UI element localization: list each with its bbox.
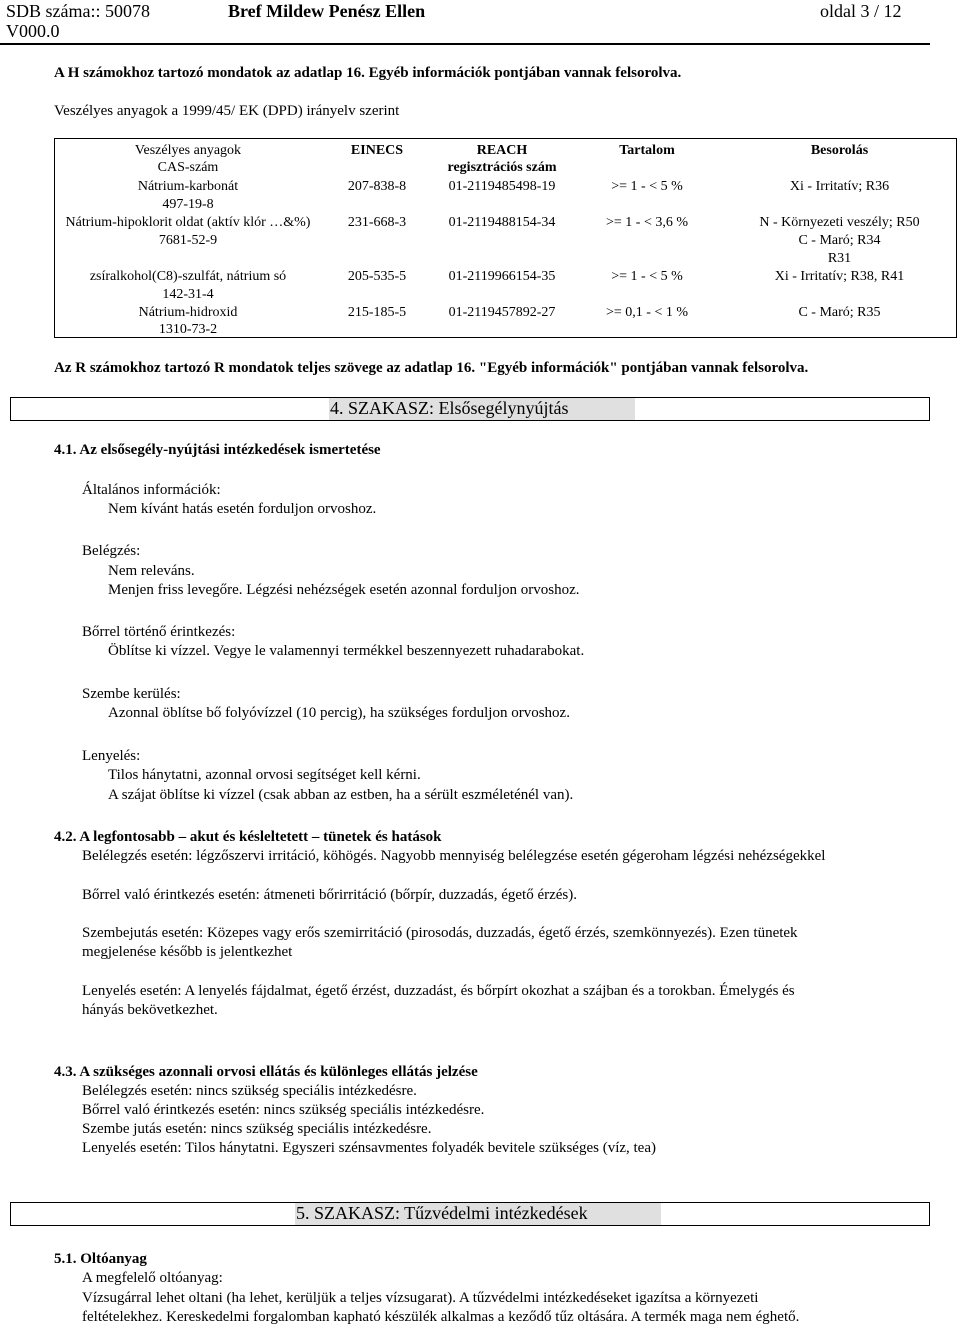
skin-label: Bőrrel történő érintkezés: xyxy=(82,624,236,640)
general-text: Nem kívánt hatás esetén forduljon orvoshoz. xyxy=(108,501,377,517)
th-cas: CAS-szám xyxy=(157,160,219,175)
table-row-einecs: 215-185-5 xyxy=(347,305,407,320)
s42-ingest-1: Lenyelés esetén: A lenyelés fájdalmat, égető érzést, duzzadást, és bőrpírt okozhat a szájban és a torokban. Émelygés és xyxy=(82,983,795,999)
general-label: Általános információk: xyxy=(82,482,221,498)
s42-eye-1: Szembejutás esetén: Közepes vagy erős szemirritáció (pirosodás, duzzadás, égető érzés, szemkönnyezés). Ezen tünetek xyxy=(82,925,798,941)
table-row-cas: 7681-52-9 xyxy=(158,233,218,248)
s42-title: 4.2. A legfontosabb – akut és késleltetett – tünetek és hatások xyxy=(54,829,442,845)
s43-title: 4.3. A szükséges azonnali orvosi ellátás és különleges ellátás jelzése xyxy=(54,1064,478,1080)
table-row-einecs: 231-668-3 xyxy=(347,215,407,230)
product-name: Bref Mildew Penész Ellen xyxy=(228,1,426,21)
h-note: A H számokhoz tartozó mondatok az adatlap 16. Egyéb információk pontjában vannak felsorolva. xyxy=(54,65,682,81)
s51-title: 5.1. Oltóanyag xyxy=(54,1251,147,1267)
s51-text-2: feltételekhez. Kereskedelmi forgalomban kapható készülék alkalmas a keződő tűz oltására. A termék maga nem éghető. xyxy=(82,1309,800,1325)
table-row-class: Xi - Irritatív; R38, R41 xyxy=(774,269,905,284)
suitable-label: A megfelelő oltóanyag: xyxy=(82,1270,223,1286)
version: V000.0 xyxy=(6,21,60,41)
table-row-class-2: C - Maró; R34 xyxy=(798,233,881,248)
page-number: oldal 3 / 12 xyxy=(820,1,902,21)
table-row-content: >= 1 - < 5 % xyxy=(611,269,683,284)
s43-line-3: Szembe jutás esetén: nincs szükség speciális intézkedésre. xyxy=(82,1121,432,1137)
table-row-cas: 142-31-4 xyxy=(162,287,214,302)
section5-title: 5. SZAKASZ: Tűzvédelmi intézkedések xyxy=(296,1203,588,1223)
table-row-class: Xi - Irritatív; R36 xyxy=(789,179,890,194)
eye-label: Szembe kerülés: xyxy=(82,686,181,702)
table-row-reach: 01-2119966154-35 xyxy=(448,269,556,284)
table-row-reach: 01-2119485498-19 xyxy=(448,179,556,194)
s51-text-1: Vízsugárral lehet oltani (ha lehet, kerüljük a teljes vízsugarat). A tűzvédelmi intézkedéseket igazítsa a környezeti xyxy=(82,1290,759,1306)
s43-line-1: Belélegzés esetén: nincs szükség speciális intézkedésre. xyxy=(82,1083,417,1099)
s43-line-4: Lenyelés esetén: Tilos hánytatni. Egyszeri szénsavmentes folyadék bevitele szükséges (víz, tea) xyxy=(82,1140,656,1156)
table-row-name: Nátrium-hidroxid xyxy=(138,305,238,320)
eye-text: Azonnal öblítse bő folyóvízzel (10 percig), ha szükséges forduljon orvoshoz. xyxy=(108,705,570,721)
inhal-text-2: Menjen friss levegőre. Légzési nehézségek esetén azonnal forduljon orvoshoz. xyxy=(108,582,580,598)
ingest-text-2: A szájat öblítse ki vízzel (csak abban az estben, ha a sérült eszméleténél van). xyxy=(108,787,574,803)
table-row-cas: 497-19-8 xyxy=(162,197,214,212)
table-row-class: C - Maró; R35 xyxy=(798,305,881,320)
th-reach-sub: regisztrációs szám xyxy=(447,160,557,175)
skin-text: Öblítse ki vízzel. Vegye le valamennyi termékkel beszennyezett ruhadarabokat. xyxy=(108,643,585,659)
th-einecs: EINECS xyxy=(350,143,404,158)
th-reach: REACH xyxy=(476,143,528,158)
table-row-content: >= 1 - < 3,6 % xyxy=(605,215,688,230)
s42-eye-2: megjelenése később is jelentkezhet xyxy=(82,944,293,960)
table-row-content: >= 1 - < 5 % xyxy=(611,179,683,194)
th-content: Tartalom xyxy=(619,143,675,158)
table-row-class-3: R31 xyxy=(827,251,852,266)
s42-skin: Bőrrel való érintkezés esetén: átmeneti bőrirritáció (bőrpír, duzzadás, égető érzés). xyxy=(82,887,578,903)
table-row-cas: 1310-73-2 xyxy=(158,322,218,337)
table-row-einecs: 207-838-8 xyxy=(347,179,407,194)
ingest-label: Lenyelés: xyxy=(82,748,141,764)
s41-title: 4.1. Az elsősegély-nyújtási intézkedések ismertetése xyxy=(54,442,381,458)
table-row-reach: 01-2119457892-27 xyxy=(448,305,556,320)
header-rule xyxy=(0,43,930,45)
table-row-class: N - Környezeti veszély; R50 xyxy=(759,215,920,230)
table-row-content: >= 0,1 - < 1 % xyxy=(605,305,688,320)
table-row-einecs: 205-535-5 xyxy=(347,269,407,284)
th-substance: Veszélyes anyagok xyxy=(134,143,242,158)
sdb-number: SDB száma:: 50078 xyxy=(6,1,150,21)
table-row-name: zsíralkohol(C8)-szulfát, nátrium só xyxy=(89,269,287,284)
th-class: Besorolás xyxy=(810,143,869,158)
s43-line-2: Bőrrel való érintkezés esetén: nincs szükség speciális intézkedésre. xyxy=(82,1102,485,1118)
table-row-reach: 01-2119488154-34 xyxy=(448,215,556,230)
table-row-name: Nátrium-karbonát xyxy=(137,179,239,194)
s42-ingest-2: hányás bekövetkezhet. xyxy=(82,1002,218,1018)
table-row-name: Nátrium-hipoklorit oldat (aktív klór …&%) xyxy=(65,215,311,230)
s42-inhal: Belélegzés esetén: légzőszervi irritáció, köhögés. Nagyobb mennyiség belélegzése esetén gégeroham légzési nehézségekkel xyxy=(82,848,826,864)
ingest-text-1: Tilos hánytatni, azonnal orvosi segítséget kell kérni. xyxy=(108,767,421,783)
inhal-label: Belégzés: xyxy=(82,543,141,559)
dpd-title: Veszélyes anyagok a 1999/45/ EK (DPD) irányelv szerint xyxy=(54,103,400,119)
section4-title: 4. SZAKASZ: Elsősegélynyújtás xyxy=(330,398,569,418)
inhal-text-1: Nem releváns. xyxy=(108,563,195,579)
r-note: Az R számokhoz tartozó R mondatok teljes szövege az adatlap 16. "Egyéb információk" pontjában vannak felsorolva. xyxy=(54,360,809,376)
